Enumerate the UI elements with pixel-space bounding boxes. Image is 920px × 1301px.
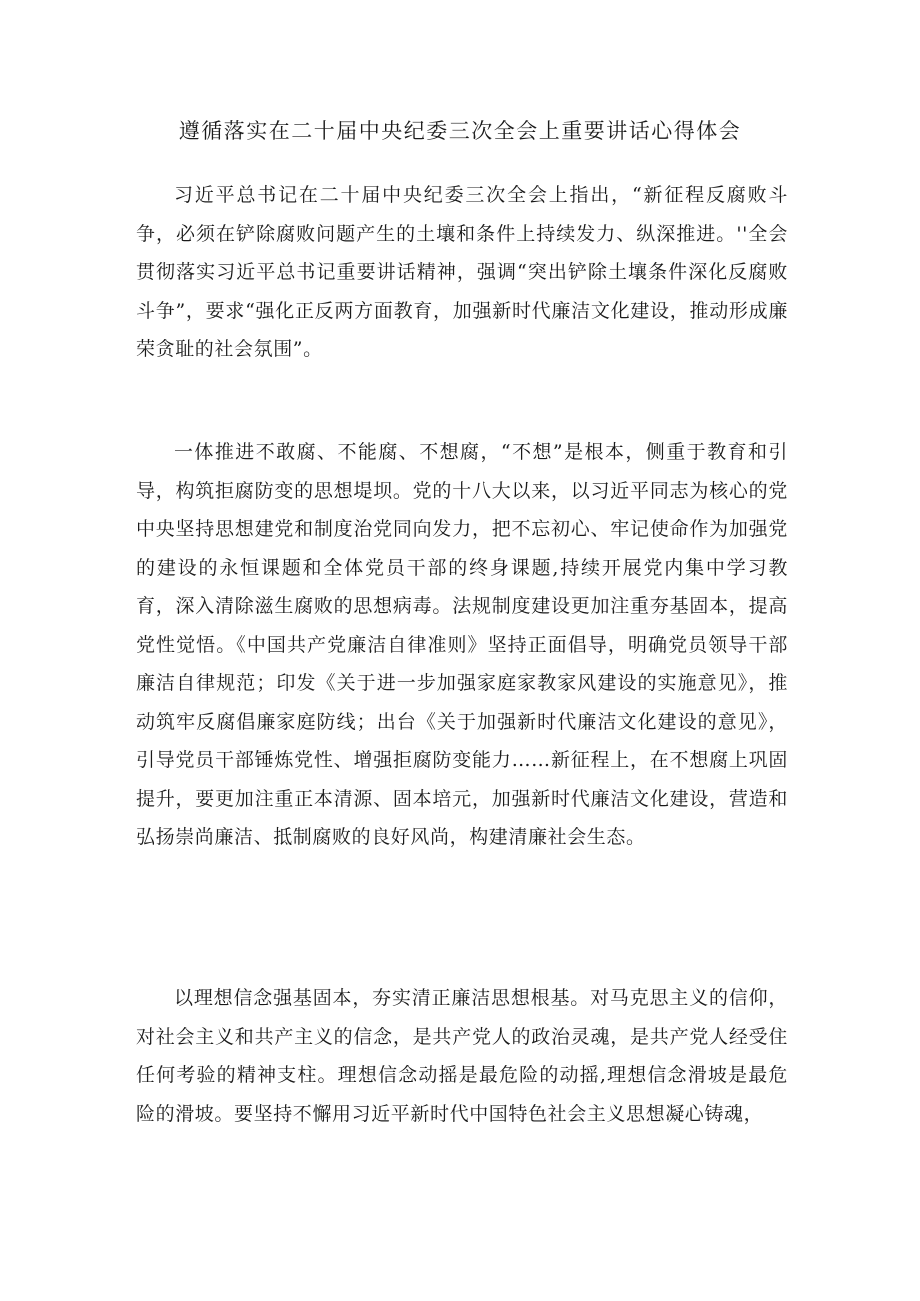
paragraph-speech-summary: 习近平总书记在二十届中央纪委三次全会上指出，“新征程反腐败斗争，必须在铲除腐败问题产生的土壤和条件上持续发力、纵深推进。''全会贯彻落实习近平总书记重要讲话精神，强调“突出铲除土壤条件深化反腐败斗争”，要求“强化正反两方面教育，加强新时代廉洁文化建设，推动形成廉荣贪耻的社会氛围”。 <box>136 184 788 360</box>
paragraph-not-want-to-corrupt: 一体推进不敢腐、不能腐、不想腐，“不想”是根本，侧重于教育和引导，构筑拒腐防变的思想堤坝。党的十八大以来，以习近平同志为核心的党中央坚持思想建党和制度治党同向发力，把不忘初心、牢记使命作为加强党的建设的永恒课题和全体党员干部的终身课题,持续开展党内集中学习教育，深入清除滋生腐败的思想病毒。法规制度建设更加注重夯基固本，提高党性觉悟。《中国共产党廉洁自律准则》坚持正面倡导，明确党员领导干部廉洁自律规范；印发《关于进一步加强家庭家教家风建设的实施意见》，推动筑牢反腐倡廉家庭防线；出台《关于加强新时代廉洁文化建设的意见》，引导党员干部锤炼党性、增强拒腐防变能力……新征程上，在不想腐上巩固提升，要更加注重正本清源、固本培元，加强新时代廉洁文化建设，营造和弘扬崇尚廉洁、抵制腐败的良好风尚，构建清廉社会生态。 <box>136 441 788 848</box>
document-title: 遵循落实在二十届中央纪委三次全会上重要讲话心得体会 <box>178 119 742 143</box>
paragraph-ideals-and-beliefs: 以理想信念强基固本，夯实清正廉洁思想根基。对马克思主义的信仰，对社会主义和共产主义的信念，是共产党人的政治灵魂，是共产党人经受住任何考验的精神支柱。理想信念动摇是最危险的动摇,理想信念滑坡是最危险的滑坡。要坚持不懈用习近平新时代中国特色社会主义思想凝心铸魂， <box>136 987 788 1125</box>
